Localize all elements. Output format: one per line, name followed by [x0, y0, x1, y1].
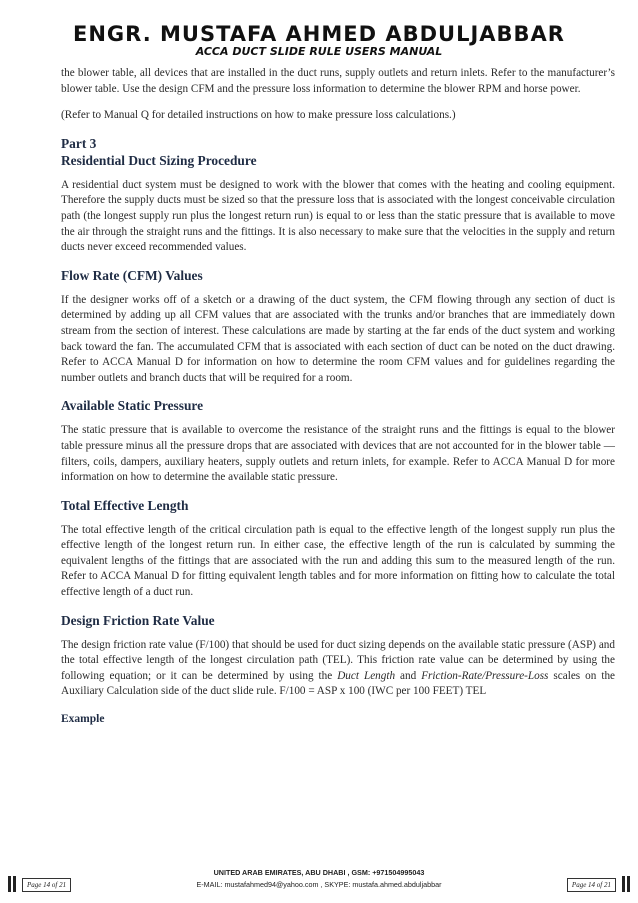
friction-rate-text-3: scales on the Auxiliary Calculation side of the duct slide rule. F/100 = ASP x 100 (IWC per 100 FEET) TEL — [61, 669, 615, 698]
page-number-left: Page 14 of 21 — [22, 878, 71, 892]
static-pressure-paragraph: The static pressure that is available to overcome the resistance of the straight runs and the fittings is equal to the blower table pressure minus all the pressure drops that are associated with devices that are not accounted for in the blower table — filters, coils, dampers, auxiliary heaters, supply outlets and return inlets, for example. Refer to ACCA Manual D for more information on how to determine the available static pressure. — [61, 424, 615, 484]
effective-length-heading: Total Effective Length — [61, 497, 189, 513]
friction-pressure-term: Friction-Rate/Pressure-Loss — [421, 669, 549, 682]
footer-address: UNITED ARAB EMIRATES, ABU DHABI , GSM: +971504995043 — [213, 868, 425, 877]
intro-paragraph: the blower table, all devices that are installed in the duct runs, supply outlets and return inlets. Refer to the manufacturer’s blower table. Use the design CFM and the pressure loss information to determine the blower RPM and horse power. — [61, 67, 615, 95]
page-content — [61, 66, 615, 728]
footer-right-bars — [622, 876, 632, 892]
friction-rate-heading: Design Friction Rate Value — [61, 612, 215, 628]
friction-rate-paragraph — [61, 638, 615, 700]
effective-length-paragraph: The total effective length of the critical circulation path is equal to the effective length of the longest supply run plus the effective length of the longest return run. In either case, the effective length of the run is calculated by summing the equivalent lengths of the fittings that are associated with the run and adding this sum to the measured length of the run. Refer to ACCA Manual D for fitting equivalent length tables and for more information on fitting how to calculate the total effective length of a duct run. — [61, 523, 615, 599]
part-title: Residential Duct Sizing Procedure — [61, 152, 257, 168]
refer-note: (Refer to Manual Q for detailed instructions on how to make pressure loss calculations.) — [61, 109, 456, 122]
friction-rate-text-1: The design friction rate value (F/100) that should be used for duct sizing depends on the available static pressure (ASP) and the total effective length of the longest circulation path (TEL). This friction rate value can be determined by using the following equation; or it can be determined by using the — [61, 638, 615, 682]
flow-rate-heading: Flow Rate (CFM) Values — [61, 267, 203, 283]
part-paragraph: A residential duct system must be designed to work with the blower that comes with the heating and cooling equipment. Therefore the supply ducts must be sized so that the pressure loss that is associated with the longest conceivable circulation path (the longest supply run plus the longest return run) is equal to or less than the static pressure that is available to move the air through the straight runs and the fittings. It is also necessary to make sure that the velocities in the supply and return ducts never exceed recommended values. — [61, 178, 615, 254]
header-subtitle: ACCA DUCT SLIDE RULE USERS MANUAL — [195, 45, 443, 58]
flow-rate-paragraph: If the designer works off of a sketch or a drawing of the duct system, the CFM flowing through any section of duct is determined by adding up all CFM values that are associated with the trunks and/or branches that are immediately down stream from the section of interest. These calculations are made by starting at the far ends of the duct system and working back toward the fan. The accumulated CFM that is associated with each section of duct can be noted on the duct drawing. Refer to ACCA Manual D for information on how to determine the room CFM values and for guidelines regarding the number outlets and branch ducts that will be required for a room. — [61, 293, 615, 384]
duct-length-term: Duct Length — [337, 669, 396, 682]
footer-contact: E-MAIL: mustafahmed94@yahoo.com , SKYPE: mustafa.ahmed.abduljabbar — [196, 880, 442, 889]
page-number-right: Page 14 of 21 — [567, 878, 616, 892]
example-heading: Example — [61, 713, 105, 726]
header-title: ENGR. MUSTAFA AHMED ABDULJABBAR — [73, 22, 565, 46]
friction-rate-text-2: and — [395, 669, 422, 682]
static-pressure-heading: Available Static Pressure — [61, 398, 204, 414]
part-label: Part 3 — [61, 135, 97, 151]
